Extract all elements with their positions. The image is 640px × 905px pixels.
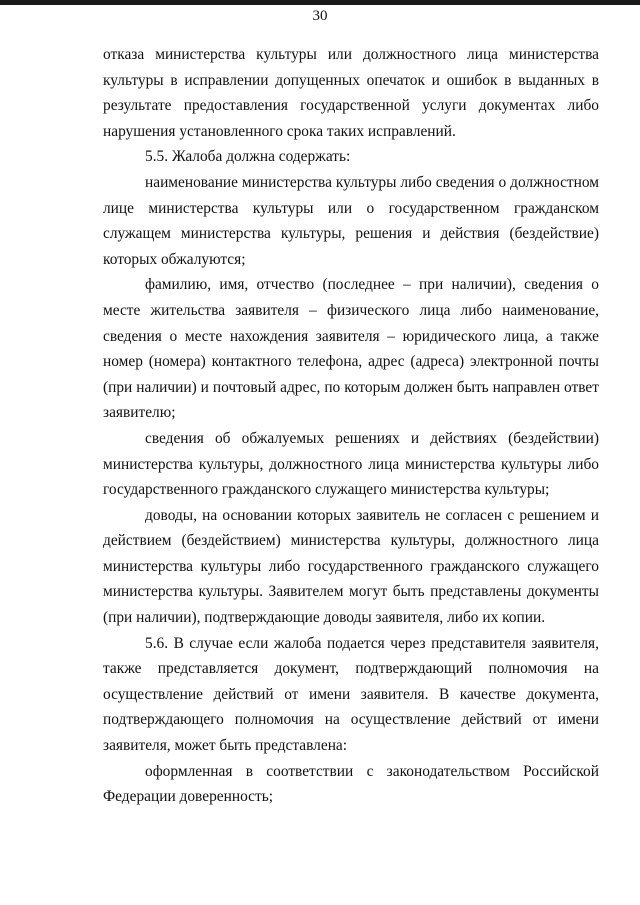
page-number: 30 [312,8,328,24]
paragraph-continuation: отказа министерства культуры или должностного лица министерства культуры в исправлении допущенных опечаток и ошибок в выданных в результате предоставления государственной услуги документах либо нарушения установленного срока таких исправлений. [103,46,599,140]
paragraph-appealed-decisions: сведения об обжалуемых решениях и действиях (бездействии) министерства культуры, должностного лица министерства культуры либо государственного гражданского служащего министерства культуры; [103,429,599,499]
paragraph-power-of-attorney: оформленная в соответствии с законодательством Российской Федерации доверенность; [103,762,599,806]
document-body [103,42,599,810]
paragraph-arguments: доводы, на основании которых заявитель не согласен с решением и действием (бездействием) министерства культуры, должностного лица министерства культуры либо государственного гражданского служащего министерства культуры. Заявителем могут быть представлены документы (при наличии), подтверждающие доводы заявителя, либо их копии. [103,506,599,627]
paragraph-5-6-representative: 5.6. В случае если жалоба подается через представителя заявителя, также представляется документ, подтверждающий полномочия на осуществление действий от имени заявителя. В качестве документа, подтверждающего полномочия на осуществление действий от имени заявителя, может быть представлена: [103,634,599,755]
top-scan-border [0,0,640,5]
paragraph-5-5-heading: 5.5. Жалоба должна содержать: [145,148,351,166]
paragraph-applicant-details: фамилию, имя, отчество (последнее – при наличии), сведения о месте жительства заявителя – физического лица либо наименование, сведения о месте нахождения заявителя – юридического лица, а также номер (номера) контактного телефона, адрес (адреса) электронной почты (при наличии) и почтовый адрес, по которым должен быть направлен ответ заявителю; [103,276,599,422]
paragraph-ministry-name: наименование министерства культуры либо сведения о должностном лице министерства культуры или о государственном гражданском служащем министерства культуры, решения и действия (бездействие) которых обжалуются; [103,173,599,268]
